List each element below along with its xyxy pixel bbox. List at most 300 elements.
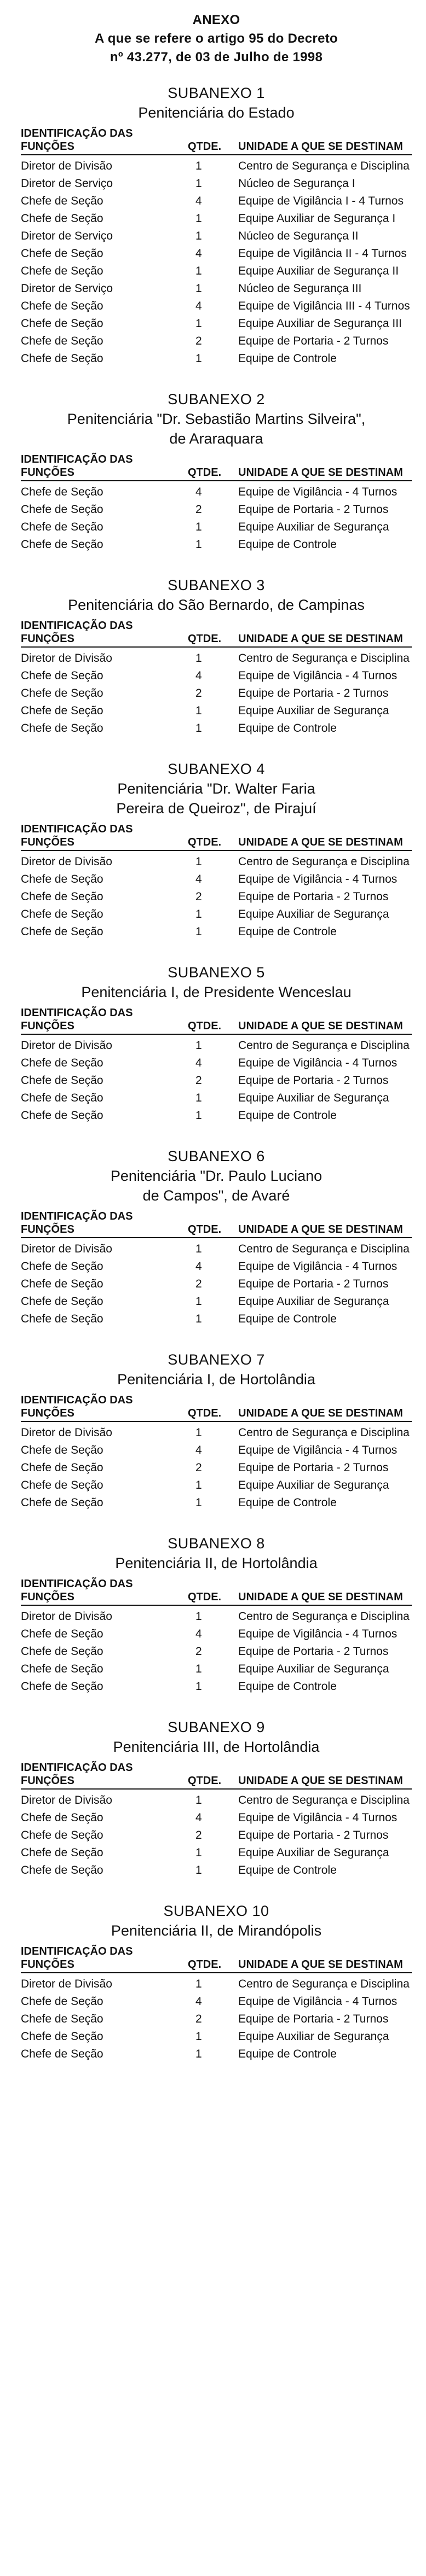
function-cell: Chefe de Seção [21, 503, 103, 516]
unit-cell: Equipe Auxiliar de Segurança [238, 908, 389, 920]
quantity-cell: 1 [195, 855, 202, 868]
subanexo-section [21, 963, 412, 1124]
table-body [21, 851, 412, 941]
column-header-functions-line1: IDENTIFICAÇÃO DAS [21, 1945, 133, 1957]
table-row [21, 1993, 412, 2010]
column-header-functions [21, 1577, 188, 1604]
function-cell: Chefe de Seção [21, 1680, 103, 1693]
unit-cell: Centro de Segurança e Disciplina [238, 652, 410, 665]
table-row [21, 1107, 412, 1124]
unit-cell: Equipe de Vigilância - 4 Turnos [238, 1057, 398, 1069]
table-body [21, 1606, 412, 1695]
column-header-functions-line1: IDENTIFICAÇÃO DAS [21, 1394, 133, 1406]
function-cell: Chefe de Seção [21, 1295, 103, 1308]
table-row [21, 685, 412, 702]
table-row [21, 1678, 412, 1695]
function-cell: Diretor de Divisão [21, 1426, 112, 1439]
unit-cell: Equipe de Portaria - 2 Turnos [238, 503, 389, 516]
unit-cell: Equipe de Portaria - 2 Turnos [238, 890, 389, 903]
function-cell: Chefe de Seção [21, 2030, 103, 2043]
unit-cell: Equipe de Portaria - 2 Turnos [238, 1645, 389, 1658]
unit-cell: Centro de Segurança e Disciplina [238, 855, 410, 868]
institution-name-line: de Campos", de Avaré [142, 1187, 290, 1204]
column-header-functions [21, 1006, 188, 1033]
unit-cell: Equipe Auxiliar de Segurança [238, 2030, 389, 2043]
function-cell: Chefe de Seção [21, 300, 103, 312]
function-cell: Chefe de Seção [21, 538, 103, 551]
function-cell: Chefe de Seção [21, 704, 103, 717]
subanexo-section [21, 83, 412, 368]
column-header-quantity: QTDE. [188, 1775, 222, 1787]
table-row [21, 315, 412, 333]
subanexo-title: SUBANEXO 2 [168, 391, 265, 407]
quantity-cell: 4 [195, 1995, 202, 2008]
quantity-cell: 1 [195, 1610, 202, 1623]
unit-cell: Equipe de Controle [238, 1313, 337, 1325]
table-row [21, 1643, 412, 1660]
quantity-cell: 1 [195, 282, 202, 295]
subanexo-section [21, 1717, 412, 1879]
unit-cell: Equipe de Vigilância - 4 Turnos [238, 486, 398, 498]
function-cell: Diretor de Divisão [21, 1794, 112, 1806]
function-cell: Chefe de Seção [21, 212, 103, 225]
column-header-functions [21, 823, 188, 849]
table-row [21, 667, 412, 685]
function-cell: Chefe de Seção [21, 247, 103, 260]
quantity-cell: 1 [195, 1039, 202, 1052]
quantity-cell: 1 [195, 317, 202, 330]
function-cell: Chefe de Seção [21, 486, 103, 498]
function-cell: Diretor de Serviço [21, 282, 113, 295]
column-header-functions-line1: IDENTIFICAÇÃO DAS [21, 127, 133, 139]
table-row [21, 1054, 412, 1072]
function-cell: Chefe de Seção [21, 1811, 103, 1824]
table-row [21, 1477, 412, 1494]
unit-cell: Equipe de Vigilância - 4 Turnos [238, 669, 398, 682]
quantity-cell: 1 [195, 1479, 202, 1491]
quantity-cell: 1 [195, 177, 202, 190]
table-row [21, 1258, 412, 1275]
unit-cell: Equipe de Vigilância I - 4 Turnos [238, 195, 404, 207]
column-header-unit: UNIDADE A QUE SE DESTINAM [238, 141, 403, 153]
unit-cell: Equipe Auxiliar de Segurança III [238, 317, 402, 330]
function-cell: Chefe de Seção [21, 1496, 103, 1509]
function-cell: Chefe de Seção [21, 1313, 103, 1325]
unit-cell: Núcleo de Segurança III [238, 282, 362, 295]
column-header-quantity: QTDE. [188, 141, 222, 153]
quantity-cell: 1 [195, 521, 202, 533]
quantity-cell: 1 [195, 538, 202, 551]
function-cell: Chefe de Seção [21, 1461, 103, 1474]
subanexo-title: SUBANEXO 5 [168, 964, 265, 981]
subanexo-heading [21, 1534, 412, 1573]
quantity-cell: 1 [195, 1680, 202, 1693]
table-header [21, 823, 412, 851]
function-cell: Chefe de Seção [21, 265, 103, 277]
unit-cell: Equipe de Vigilância III - 4 Turnos [238, 300, 410, 312]
table-row [21, 1862, 412, 1879]
subanexo-heading [21, 1146, 412, 1205]
unit-cell: Equipe de Portaria - 2 Turnos [238, 1074, 389, 1087]
unit-cell: Núcleo de Segurança I [238, 177, 355, 190]
unit-cell: Equipe de Controle [238, 1496, 337, 1509]
unit-cell: Equipe de Controle [238, 538, 337, 551]
function-cell: Chefe de Seção [21, 1260, 103, 1273]
unit-cell: Centro de Segurança e Disciplina [238, 1243, 410, 1255]
table-row [21, 333, 412, 350]
unit-cell: Centro de Segurança e Disciplina [238, 1426, 410, 1439]
institution-name-line: Penitenciária do São Bernardo, de Campinas [68, 597, 365, 613]
unit-cell: Equipe de Vigilância - 4 Turnos [238, 1628, 398, 1640]
quantity-cell: 4 [195, 873, 202, 885]
unit-cell: Núcleo de Segurança II [238, 230, 359, 242]
unit-cell: Equipe de Controle [238, 1109, 337, 1122]
table-row [21, 158, 412, 175]
quantity-cell: 4 [195, 1444, 202, 1456]
table-row [21, 193, 412, 210]
function-cell: Chefe de Seção [21, 890, 103, 903]
table-row [21, 501, 412, 518]
column-header-functions-line1: IDENTIFICAÇÃO DAS [21, 620, 133, 632]
function-cell: Diretor de Serviço [21, 177, 113, 190]
quantity-cell: 4 [195, 247, 202, 260]
column-header-functions-line1: IDENTIFICAÇÃO DAS [21, 1578, 133, 1590]
table-row [21, 2028, 412, 2045]
unit-cell: Centro de Segurança e Disciplina [238, 1039, 410, 1052]
column-header-unit: UNIDADE A QUE SE DESTINAM [238, 467, 403, 479]
unit-cell: Equipe de Vigilância - 4 Turnos [238, 1444, 398, 1456]
unit-cell: Equipe de Portaria - 2 Turnos [238, 1829, 389, 1841]
table-row [21, 518, 412, 536]
column-header-quantity: QTDE. [188, 1020, 222, 1032]
unit-cell: Equipe de Portaria - 2 Turnos [238, 1278, 389, 1290]
unit-cell: Equipe de Portaria - 2 Turnos [238, 335, 389, 347]
institution-name-line: Penitenciária II, de Mirandópolis [111, 1922, 322, 1939]
unit-cell: Centro de Segurança e Disciplina [238, 1610, 410, 1623]
column-header-functions [21, 1210, 188, 1236]
subanexo-section [21, 1350, 412, 1512]
table-row [21, 1310, 412, 1328]
table-row [21, 210, 412, 228]
institution-name-line: Penitenciária I, de Presidente Wenceslau [81, 984, 352, 1000]
column-header-functions-line2: FUNÇÕES [21, 141, 74, 153]
column-header-functions-line2: FUNÇÕES [21, 633, 74, 645]
function-cell: Chefe de Seção [21, 1829, 103, 1841]
unit-cell: Centro de Segurança e Disciplina [238, 160, 410, 172]
table-row [21, 1037, 412, 1054]
function-cell: Chefe de Seção [21, 925, 103, 938]
table-row [21, 1608, 412, 1625]
table-header [21, 1210, 412, 1238]
table-row [21, 1459, 412, 1477]
column-header-functions-line2: FUNÇÕES [21, 1775, 74, 1787]
function-cell: Chefe de Seção [21, 195, 103, 207]
quantity-cell: 1 [195, 722, 202, 735]
function-cell: Chefe de Seção [21, 2013, 103, 2025]
subanexo-heading [21, 759, 412, 818]
table-header [21, 1394, 412, 1422]
table-row [21, 888, 412, 906]
quantity-cell: 4 [195, 1811, 202, 1824]
column-header-unit: UNIDADE A QUE SE DESTINAM [238, 1959, 403, 1971]
column-header-quantity: QTDE. [188, 1959, 222, 1971]
quantity-cell: 1 [195, 1243, 202, 1255]
quantity-cell: 1 [195, 908, 202, 920]
institution-name-line: Penitenciária "Dr. Walter Faria [117, 780, 315, 797]
table-row [21, 536, 412, 553]
unit-cell: Centro de Segurança e Disciplina [238, 1794, 410, 1806]
column-header-functions-line1: IDENTIFICAÇÃO DAS [21, 1762, 133, 1774]
column-header-functions-line2: FUNÇÕES [21, 1223, 74, 1235]
column-header-quantity: QTDE. [188, 1591, 222, 1603]
institution-name-line: de Araraquara [169, 430, 263, 447]
unit-cell: Equipe de Vigilância - 4 Turnos [238, 1260, 398, 1273]
column-header-functions [21, 1761, 188, 1787]
column-header-unit: UNIDADE A QUE SE DESTINAM [238, 1223, 403, 1235]
subanexo-section [21, 389, 412, 553]
unit-cell: Equipe Auxiliar de Segurança [238, 1092, 389, 1104]
column-header-functions-line2: FUNÇÕES [21, 836, 74, 848]
function-cell: Chefe de Seção [21, 352, 103, 365]
subanexo-heading [21, 963, 412, 1002]
table-row [21, 2010, 412, 2028]
column-header-quantity: QTDE. [188, 633, 222, 645]
quantity-cell: 1 [195, 1978, 202, 1990]
table-body [21, 155, 412, 368]
function-cell: Diretor de Divisão [21, 160, 112, 172]
unit-cell: Equipe Auxiliar de Segurança [238, 1846, 389, 1859]
quantity-cell: 2 [195, 1829, 202, 1841]
quantity-cell: 1 [195, 1109, 202, 1122]
unit-cell: Equipe Auxiliar de Segurança II [238, 265, 399, 277]
unit-cell: Equipe de Vigilância - 4 Turnos [238, 873, 398, 885]
annex-subtitle: A que se refere o artigo 95 do Decreto [95, 31, 338, 46]
quantity-cell: 1 [195, 1092, 202, 1104]
quantity-cell: 1 [195, 1864, 202, 1876]
table-row [21, 1975, 412, 1993]
table-row [21, 1275, 412, 1293]
subanexo-section [21, 1901, 412, 2063]
unit-cell: Equipe Auxiliar de Segurança [238, 704, 389, 717]
unit-cell: Equipe de Portaria - 2 Turnos [238, 1461, 389, 1474]
table-body [21, 1790, 412, 1879]
table-row [21, 1792, 412, 1809]
quantity-cell: 1 [195, 352, 202, 365]
column-header-unit: UNIDADE A QUE SE DESTINAM [238, 836, 403, 848]
column-header-functions-line2: FUNÇÕES [21, 1020, 74, 1032]
quantity-cell: 1 [195, 1426, 202, 1439]
table-row [21, 350, 412, 368]
table-row [21, 702, 412, 720]
quantity-cell: 2 [195, 1461, 202, 1474]
quantity-cell: 2 [195, 335, 202, 347]
column-header-unit: UNIDADE A QUE SE DESTINAM [238, 1775, 403, 1787]
quantity-cell: 1 [195, 212, 202, 225]
column-header-functions [21, 619, 188, 645]
function-cell: Chefe de Seção [21, 908, 103, 920]
table-body [21, 648, 412, 737]
column-header-functions-line1: IDENTIFICAÇÃO DAS [21, 1007, 133, 1019]
function-cell: Diretor de Divisão [21, 1039, 112, 1052]
function-cell: Diretor de Divisão [21, 1978, 112, 1990]
function-cell: Diretor de Divisão [21, 1243, 112, 1255]
table-row [21, 923, 412, 941]
quantity-cell: 1 [195, 925, 202, 938]
table-body [21, 1422, 412, 1512]
unit-cell: Equipe de Controle [238, 722, 337, 735]
function-cell: Chefe de Seção [21, 1663, 103, 1675]
table-row [21, 1827, 412, 1844]
quantity-cell: 1 [195, 1295, 202, 1308]
subanexo-heading [21, 575, 412, 615]
quantity-cell: 4 [195, 669, 202, 682]
institution-name-line: Penitenciária II, de Hortolândia [115, 1555, 318, 1571]
subanexo-heading [21, 1350, 412, 1389]
column-header-functions-line2: FUNÇÕES [21, 1959, 74, 1971]
institution-name-line: Penitenciária "Dr. Paulo Luciano [110, 1168, 323, 1184]
table-row [21, 228, 412, 245]
unit-cell: Equipe de Controle [238, 925, 337, 938]
table-row [21, 1660, 412, 1678]
table-row [21, 1809, 412, 1827]
table-row [21, 298, 412, 315]
function-cell: Diretor de Divisão [21, 652, 112, 665]
column-header-functions [21, 453, 188, 479]
column-header-unit: UNIDADE A QUE SE DESTINAM [238, 1591, 403, 1603]
quantity-cell: 4 [195, 1057, 202, 1069]
table-row [21, 1240, 412, 1258]
institution-name-line: Penitenciária III, de Hortolândia [113, 1739, 320, 1755]
quantity-cell: 2 [195, 503, 202, 516]
unit-cell: Equipe Auxiliar de Segurança [238, 1295, 389, 1308]
table-row [21, 1442, 412, 1459]
quantity-cell: 1 [195, 1496, 202, 1509]
function-cell: Chefe de Seção [21, 1444, 103, 1456]
subanexo-title: SUBANEXO 3 [168, 577, 265, 593]
function-cell: Diretor de Divisão [21, 855, 112, 868]
subanexo-section [21, 759, 412, 941]
quantity-cell: 1 [195, 652, 202, 665]
column-header-functions-line2: FUNÇÕES [21, 1407, 74, 1419]
function-cell: Chefe de Seção [21, 1092, 103, 1104]
function-cell: Chefe de Seção [21, 1995, 103, 2008]
table-header [21, 1945, 412, 1973]
column-header-quantity: QTDE. [188, 836, 222, 848]
table-row [21, 1293, 412, 1310]
table-body [21, 1035, 412, 1124]
function-cell: Chefe de Seção [21, 1846, 103, 1859]
subanexo-list [21, 83, 412, 2063]
column-header-functions-line2: FUNÇÕES [21, 1591, 74, 1603]
table-row [21, 1089, 412, 1107]
function-cell: Chefe de Seção [21, 317, 103, 330]
subanexo-title: SUBANEXO 8 [168, 1535, 265, 1552]
function-cell: Chefe de Seção [21, 1864, 103, 1876]
subanexo-heading [21, 389, 412, 448]
column-header-unit: UNIDADE A QUE SE DESTINAM [238, 633, 403, 645]
function-cell: Diretor de Divisão [21, 1610, 112, 1623]
quantity-cell: 4 [195, 1260, 202, 1273]
unit-cell: Equipe de Portaria - 2 Turnos [238, 687, 389, 700]
column-header-functions-line2: FUNÇÕES [21, 467, 74, 479]
column-header-functions-line1: IDENTIFICAÇÃO DAS [21, 453, 133, 465]
quantity-cell: 1 [195, 704, 202, 717]
subanexo-heading [21, 1901, 412, 1940]
unit-cell: Equipe Auxiliar de Segurança [238, 1479, 389, 1491]
quantity-cell: 1 [195, 1846, 202, 1859]
unit-cell: Equipe de Vigilância - 4 Turnos [238, 1995, 398, 2008]
quantity-cell: 4 [195, 1628, 202, 1640]
institution-name-line: Pereira de Queiroz", de Pirajuí [116, 800, 316, 817]
quantity-cell: 1 [195, 265, 202, 277]
function-cell: Chefe de Seção [21, 873, 103, 885]
table-row [21, 853, 412, 871]
unit-cell: Equipe de Vigilância II - 4 Turnos [238, 247, 407, 260]
table-row [21, 871, 412, 888]
quantity-cell: 2 [195, 2013, 202, 2025]
table-row [21, 175, 412, 193]
table-row [21, 1424, 412, 1442]
table-row [21, 650, 412, 667]
function-cell: Chefe de Seção [21, 1645, 103, 1658]
quantity-cell: 1 [195, 1313, 202, 1325]
column-header-quantity: QTDE. [188, 1223, 222, 1235]
function-cell: Chefe de Seção [21, 1479, 103, 1491]
column-header-quantity: QTDE. [188, 1407, 222, 1419]
table-row [21, 906, 412, 923]
unit-cell: Equipe de Controle [238, 352, 337, 365]
table-row [21, 483, 412, 501]
subanexo-title: SUBANEXO 7 [168, 1351, 265, 1368]
table-row [21, 280, 412, 298]
function-cell: Chefe de Seção [21, 1628, 103, 1640]
column-header-functions [21, 1945, 188, 1971]
table-header [21, 1577, 412, 1606]
table-row [21, 1844, 412, 1862]
unit-cell: Equipe de Portaria - 2 Turnos [238, 2013, 389, 2025]
table-header [21, 1006, 412, 1035]
table-row [21, 1072, 412, 1089]
unit-cell: Equipe de Controle [238, 2048, 337, 2060]
annex-title: ANEXO [192, 13, 240, 27]
function-cell: Chefe de Seção [21, 335, 103, 347]
quantity-cell: 4 [195, 195, 202, 207]
unit-cell: Equipe de Vigilância - 4 Turnos [238, 1811, 398, 1824]
subanexo-title: SUBANEXO 9 [168, 1719, 265, 1735]
function-cell: Chefe de Seção [21, 521, 103, 533]
subanexo-title: SUBANEXO 4 [168, 761, 265, 777]
unit-cell: Equipe de Controle [238, 1864, 337, 1876]
function-cell: Chefe de Seção [21, 1278, 103, 1290]
table-header [21, 619, 412, 648]
unit-cell: Equipe Auxiliar de Segurança I [238, 212, 396, 225]
subanexo-heading [21, 83, 412, 123]
unit-cell: Equipe Auxiliar de Segurança [238, 1663, 389, 1675]
quantity-cell: 1 [195, 1794, 202, 1806]
quantity-cell: 2 [195, 1645, 202, 1658]
subanexo-title: SUBANEXO 6 [168, 1148, 265, 1164]
quantity-cell: 2 [195, 1278, 202, 1290]
table-row [21, 1625, 412, 1643]
function-cell: Chefe de Seção [21, 687, 103, 700]
table-row [21, 2045, 412, 2063]
quantity-cell: 2 [195, 1074, 202, 1087]
table-row [21, 245, 412, 263]
quantity-cell: 1 [195, 160, 202, 172]
column-header-quantity: QTDE. [188, 467, 222, 479]
column-header-functions-line1: IDENTIFICAÇÃO DAS [21, 823, 133, 835]
quantity-cell: 1 [195, 2030, 202, 2043]
